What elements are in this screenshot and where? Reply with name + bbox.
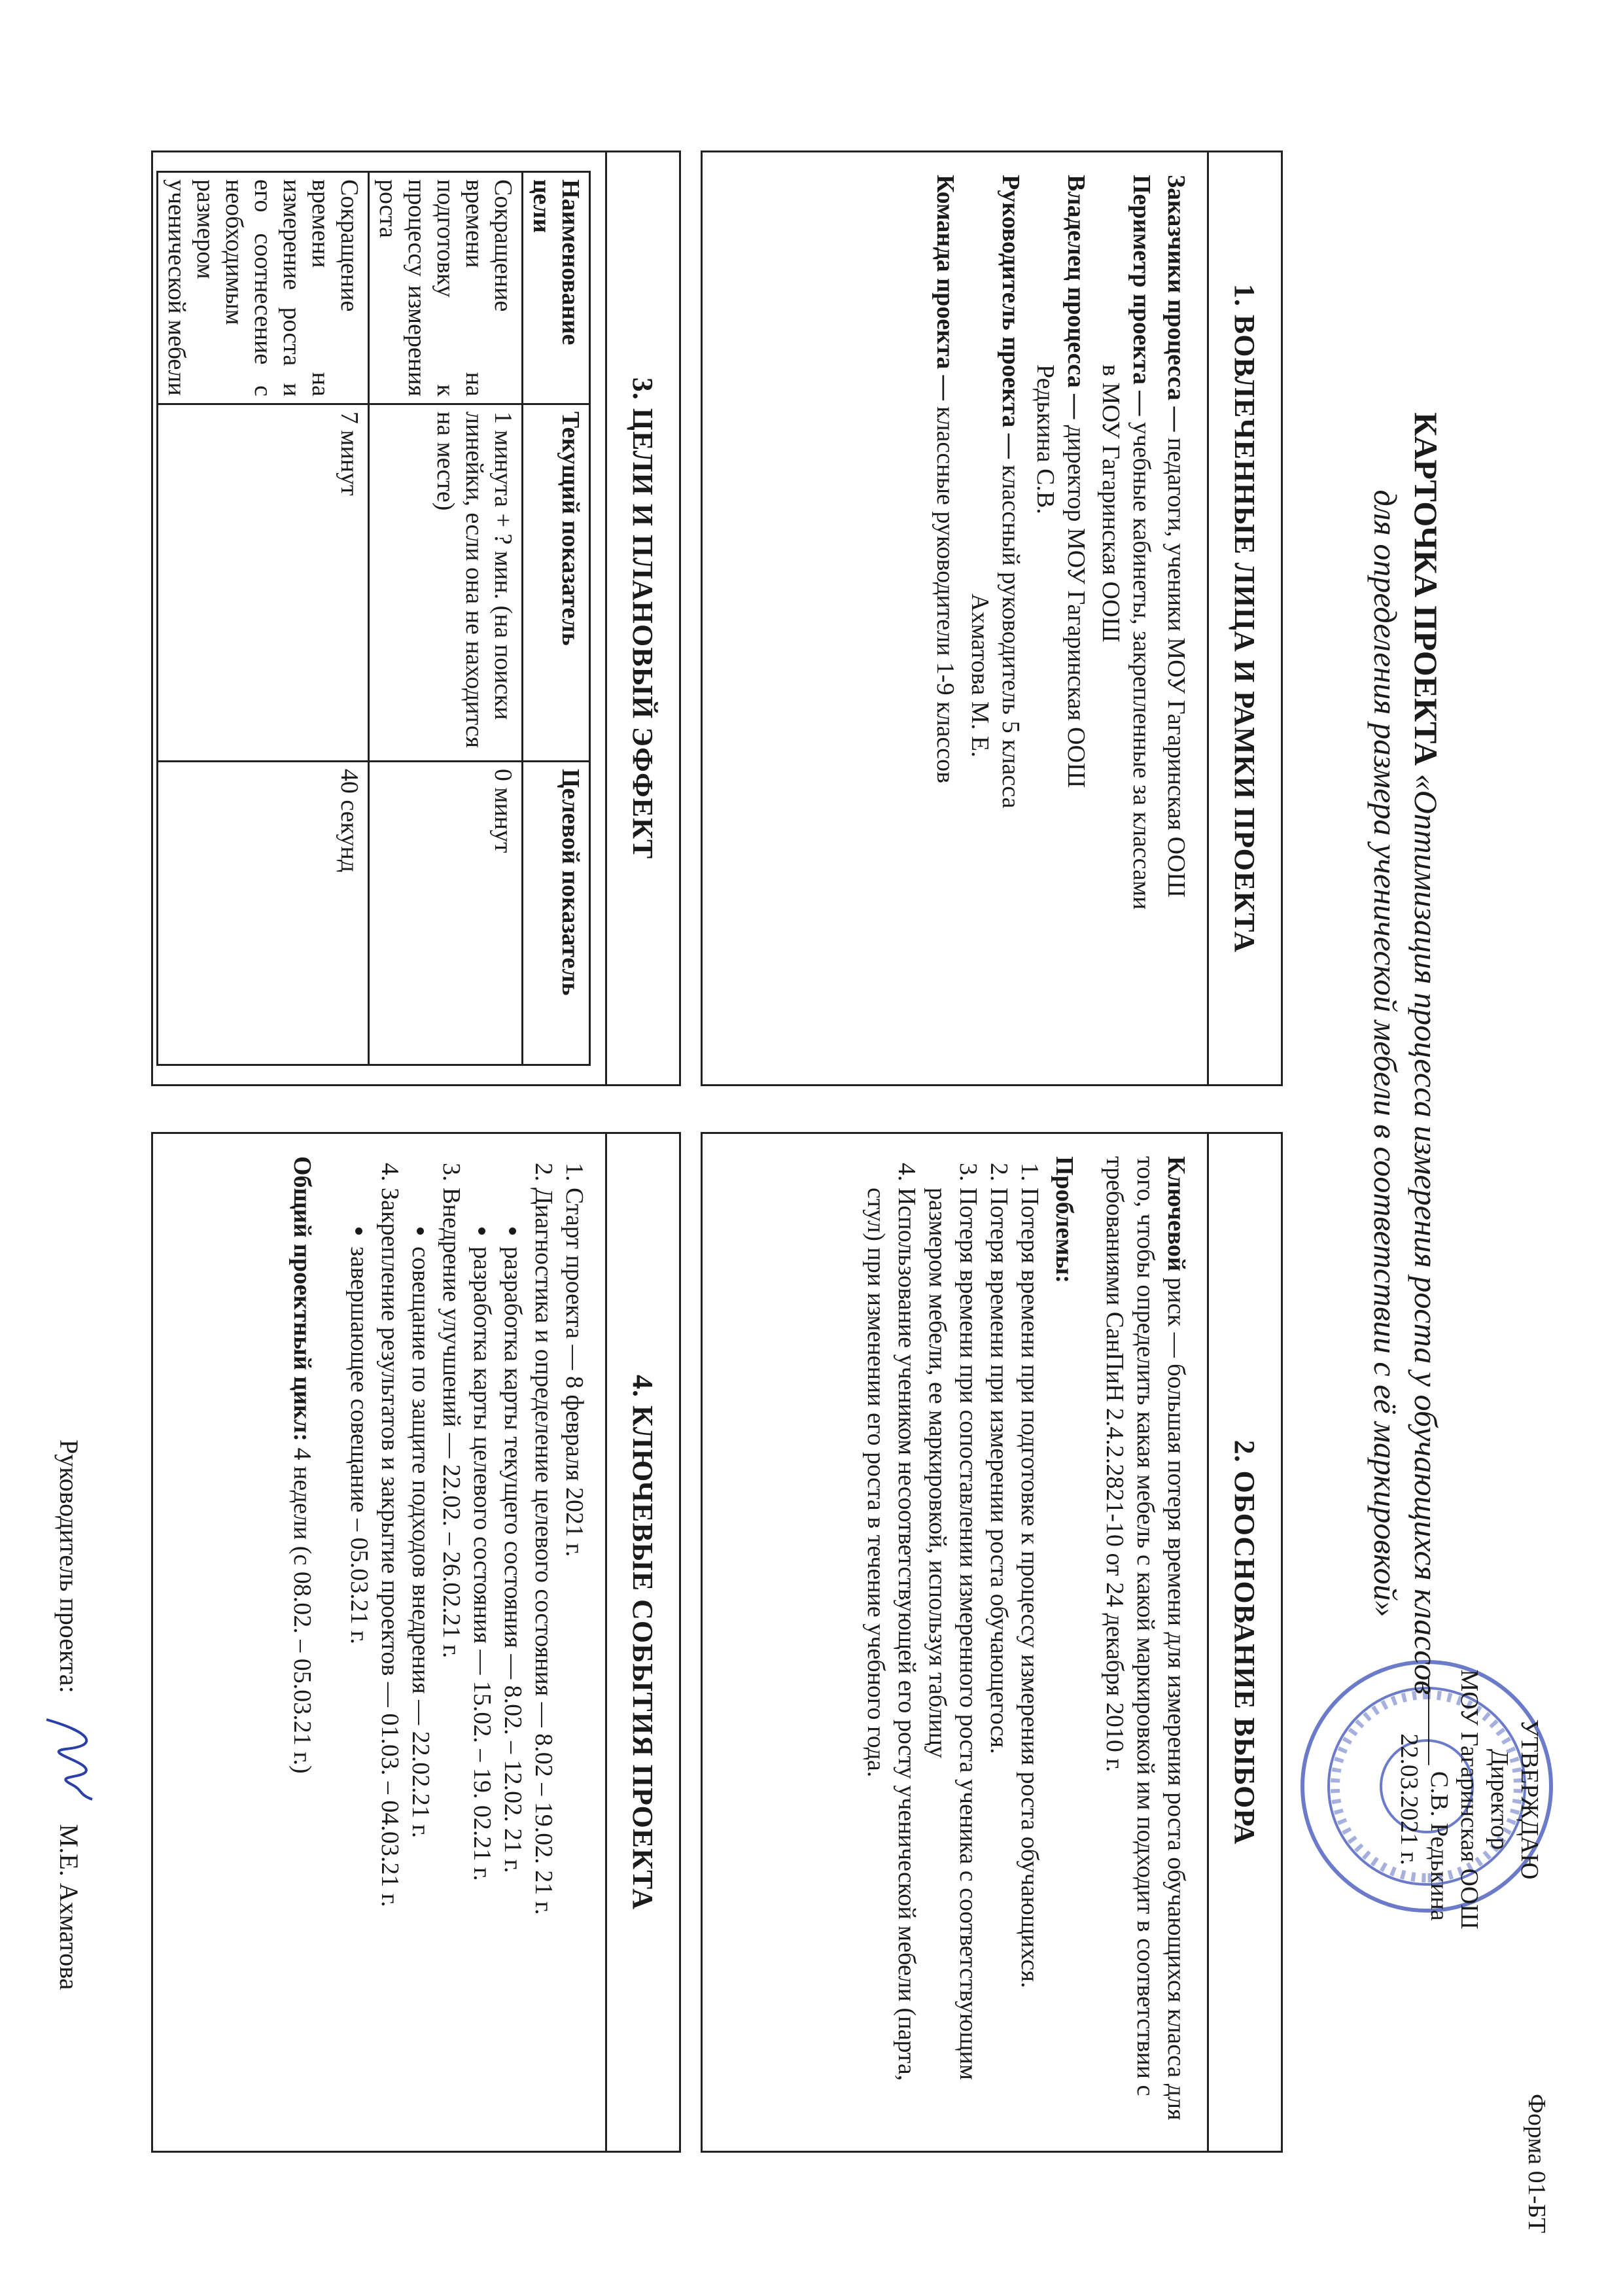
column-header: Текущий показатель — [523, 404, 590, 761]
title-bold: КАРТОЧКА ПРОЕКТА — [1408, 412, 1444, 766]
approval-org: МОУ Гагаринская ООШ — [1456, 1669, 1483, 1930]
section-key-events — [151, 1132, 681, 2153]
table-cell: 40 секунд — [158, 761, 369, 1065]
section-heading: 4. КЛЮЧЕВЫЕ СОБЫТИЯ ПРОЕКТА — [605, 1134, 679, 2151]
approval-signatory: _______ С.В. Редькина — [1425, 1678, 1453, 1921]
project-lead-signature — [33, 1439, 105, 1990]
stakeholder-row: Команда проекта — классные руководители 1-9 классов — [932, 175, 959, 784]
table-cell: 7 минут — [158, 404, 369, 761]
total-cycle: Общий проектный цикл: 4 недели (с 08.02. – 05.03.21 г.) — [288, 1156, 316, 1774]
goals-table — [156, 171, 591, 1066]
problems-label: Проблемы: — [1051, 1156, 1078, 1284]
sub-list-item: • разработка карты текущего состояния — 8.02. – 12.02. 21 г. — [497, 1246, 528, 2128]
column-header: Целевой показатель — [523, 761, 590, 1065]
section-heading: 3. ЦЕЛИ И ПЛАНОВЫЙ ЭФФЕКТ — [605, 152, 679, 1084]
table-header-row — [523, 172, 590, 1065]
approval-heading: УТВЕРЖДАЮ — [1516, 1719, 1543, 1880]
list-item: 2. Диагностика и определение целевого состояния — 8.02 – 19.02. 21 г. • разработка карты текущего состояния — 8.02. – 12.02. 21 г. • разработка карты целевого состояния — 15.02. – 19. 02.21 г. — [466, 1188, 559, 2128]
approval-date: 22.03.2021 г. — [1395, 1733, 1423, 1865]
key-risk-text: Ключевой риск — большая потеря времени для измерения роста обучающихся класса для того, чтобы определить какая мебель с какой маркировкой им подходит в соответствии с требованиями СанПиН 2.4.2.2821-10 от 24 декабря 2010 г. — [1101, 1156, 1190, 2121]
stakeholder-row: Периметр проекта — учебные кабинеты, закрепленные за классами в МОУ Гагаринская ООШ — [1097, 175, 1155, 910]
problems-list — [860, 1156, 1045, 2128]
table-cell: Сокращение времени на измерение роста и его соотнесение с необходимым размером ученической мебели — [158, 172, 369, 404]
list-item: 3. Потеря времени при сопоставлении измеренного роста ученика с соответствующим размером мебели, ее маркировкой, используя таблицу — [922, 1188, 983, 2128]
title-line-2: для определения размера ученической мебели в соответствии с её маркировкой» — [1367, 489, 1404, 1617]
handwritten-signature-icon — [33, 1713, 105, 1805]
table-cell: 0 минут — [369, 761, 523, 1065]
form-number: Форма 01-БТ — [1523, 2094, 1550, 2233]
events-list — [343, 1156, 589, 2128]
column-header: Наименование цели — [523, 172, 590, 404]
list-item: 1. Старт проекта — 8 февраля 2021 г. — [559, 1188, 589, 2128]
list-item: 4. Использование учеником несоответствующей его росту ученической мебели (парта, стул) при изменении его роста в течение учебного года. — [860, 1188, 922, 2128]
sub-list-item: • завершающее совещание – 05.03.21 г. — [343, 1246, 374, 2128]
list-item: 2. Потеря времени при измерении роста обучающегося. — [983, 1188, 1014, 2128]
table-cell: 1 минута + ? мин. (на поиски линейки, если она не находится на месте) — [369, 404, 523, 761]
table-row — [158, 172, 369, 1065]
title-line-1: «Оптимизация процесса измерения роста у обучающихся классов — [1408, 773, 1444, 1695]
approval-signatory-name: С.В. Редькина — [1425, 1771, 1453, 1921]
page-title — [1365, 131, 1446, 1976]
table-cell: Сокращение времени на подготовку к процессу измерения роста — [369, 172, 523, 404]
section-heading: 1. ВОВЛЕЧЕННЫЕ ЛИЦА И РАМКИ ПРОЕКТА — [1207, 152, 1281, 1084]
stakeholder-row: Руководитель проекта — классный руководитель 5 класса Ахматова М. Е. — [966, 175, 1024, 809]
table-row — [369, 172, 523, 1065]
signature-label: Руководитель проекта: — [54, 1439, 84, 1693]
section-rationale — [701, 1132, 1283, 2153]
list-item: 3. Внедрение улучшений — 22.02. – 26.02.21 г. • совещание по защите подходов внедрения — 22.02.21 г. — [405, 1188, 466, 2128]
section-heading: 2. ОБОСНОВАНИЕ ВЫБОРА — [1207, 1134, 1281, 2151]
list-item: 4. Закрепление результатов и закрытие проектов — 01.03. – 04.03.21 г. • завершающее совещание – 05.03.21 г. — [343, 1188, 405, 2128]
section-goals — [151, 150, 681, 1086]
approval-position: Директор — [1486, 1748, 1513, 1850]
list-item: 1. Потеря времени при подготовке к процессу измерения роста обучающихся. — [1014, 1188, 1045, 2128]
sub-list-item: • совещание по защите подходов внедрения — 22.02.21 г. — [405, 1246, 436, 2128]
sub-list-item: • разработка карты целевого состояния — 15.02. – 19. 02.21 г. — [466, 1246, 497, 2128]
section-stakeholders — [701, 150, 1283, 1086]
stakeholder-row: Заказчики процесса — педагоги, ученики МОУ Гагаринская ООШ — [1162, 175, 1190, 898]
signature-name: М.Е. Ахматова — [54, 1824, 84, 1990]
stakeholder-row: Владелец процесса — директор МОУ Гагаринская ООШ Редькина С.В. — [1032, 175, 1090, 788]
